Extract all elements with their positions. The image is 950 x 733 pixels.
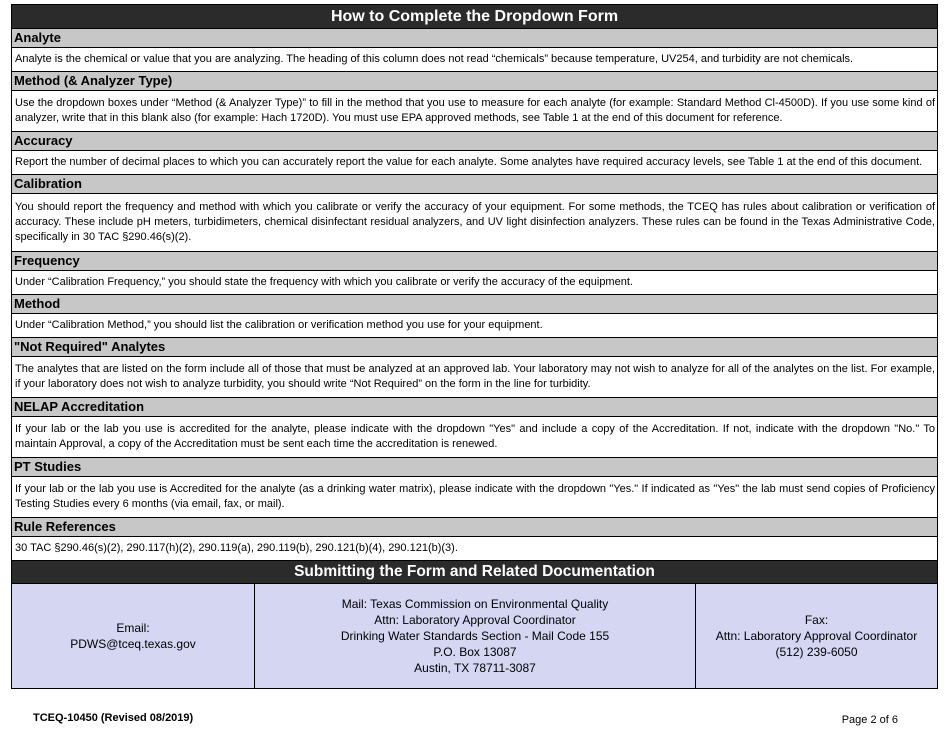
page-number: Page 2 of 6 <box>841 714 898 726</box>
section-heading-method: Method <box>12 295 937 314</box>
section-heading-frequency: Frequency <box>12 252 937 271</box>
mail-line-2: Attn: Laboratory Approval Coordinator <box>374 613 576 627</box>
email-label: Email: <box>116 621 150 635</box>
fax-label: Fax: <box>804 613 829 627</box>
fax-contact <box>695 584 937 688</box>
submit-section-title: Submitting the Form and Related Documentation <box>12 561 937 584</box>
mail-line-1: Mail: Texas Commission on Environmental Quality <box>341 597 609 611</box>
section-text-nelap: If your lab or the lab you use is accredited for the analyte, please indicate with the dropdown "Yes" and include a copy of the Accreditation. If not, indicate with the dropdown "No." To maintain Approval, a copy of the Accreditation must be sent each time the accreditation is renewed. <box>12 417 937 458</box>
contact-row <box>12 584 937 688</box>
section-heading-pt-studies: PT Studies <box>12 458 937 477</box>
mail-line-3: Drinking Water Standards Section - Mail Code 155 <box>340 629 610 643</box>
section-text-method-analyzer: Use the dropdown boxes under “Method (& Analyzer Type)” to fill in the method that you use to measure for each analyte (for example: Standard Method Cl-4500D). If you use some kind of analyzer, write that in this blank also (for example: Hach 1720D). You must use EPA approved methods, see Table 1 at the end of this document for reference. <box>12 91 937 132</box>
email-address: PDWS@tceq.texas.gov <box>70 637 196 651</box>
form-id: TCEQ-10450 (Revised 08/2019) <box>33 712 194 724</box>
section-heading-method-analyzer: Method (& Analyzer Type) <box>12 72 937 91</box>
email-contact <box>12 584 254 688</box>
page-title: How to Complete the Dropdown Form <box>12 5 937 29</box>
section-heading-not-required: "Not Required" Analytes <box>12 338 937 357</box>
section-text-pt-studies: If your lab or the lab you use is Accredited for the analyte (as a drinking water matrix), please indicate with the dropdown "Yes." If indicated as "Yes" the lab must send copies of Proficiency Testing Studies every 6 months (via email, fax, or mail). <box>12 477 937 518</box>
fax-attn: Attn: Laboratory Approval Coordinator <box>715 629 918 643</box>
section-heading-accuracy: Accuracy <box>12 132 937 151</box>
section-text-rule-references: 30 TAC §290.46(s)(2), 290.117(h)(2), 290.119(a), 290.119(b), 290.121(b)(4), 290.121(b)(3). <box>12 537 937 561</box>
mail-line-4: P.O. Box 13087 <box>433 645 517 659</box>
section-heading-rule-references: Rule References <box>12 518 937 537</box>
section-heading-nelap: NELAP Accreditation <box>12 398 937 417</box>
section-text-not-required: The analytes that are listed on the form include all of those that must be analyzed at an approved lab. Your laboratory may not wish to analyze for all of the analytes on the list. For example, if your laboratory does not wish to analyze turbidity, you should write “Not Required” on the form in the line for turbidity. <box>12 357 937 398</box>
section-heading-calibration: Calibration <box>12 175 937 194</box>
mail-line-5: Austin, TX 78711-3087 <box>414 661 536 675</box>
section-heading-analyte: Analyte <box>12 29 937 48</box>
mail-contact <box>254 584 695 688</box>
form-instructions-table <box>11 4 938 689</box>
section-text-calibration: You should report the frequency and method with which you calibrate or verify the accuracy of your equipment. For some methods, the TCEQ has rules about calibration or verification of accuracy. These include pH meters, turbidimeters, chemical disinfectant residual analyzers, and UV light disinfection analyzers. These rules can be found in the Texas Administrative Code, specifically in 30 TAC §290.46(s)(2). <box>12 194 937 252</box>
section-text-analyte: Analyte is the chemical or value that you are analyzing. The heading of this column does not read “chemicals” because temperature, UV254, and turbidity are not chemicals. <box>12 48 937 72</box>
section-text-accuracy: Report the number of decimal places to which you can accurately report the value for each analyte. Some analytes have required accuracy levels, see Table 1 at the end of this document. <box>12 151 937 175</box>
section-text-method: Under “Calibration Method,” you should list the calibration or verification method you use for your equipment. <box>12 314 937 338</box>
section-text-frequency: Under “Calibration Frequency,” you should state the frequency with which you calibrate or verify the accuracy of the equipment. <box>12 271 937 295</box>
fax-number: (512) 239-6050 <box>775 645 858 659</box>
